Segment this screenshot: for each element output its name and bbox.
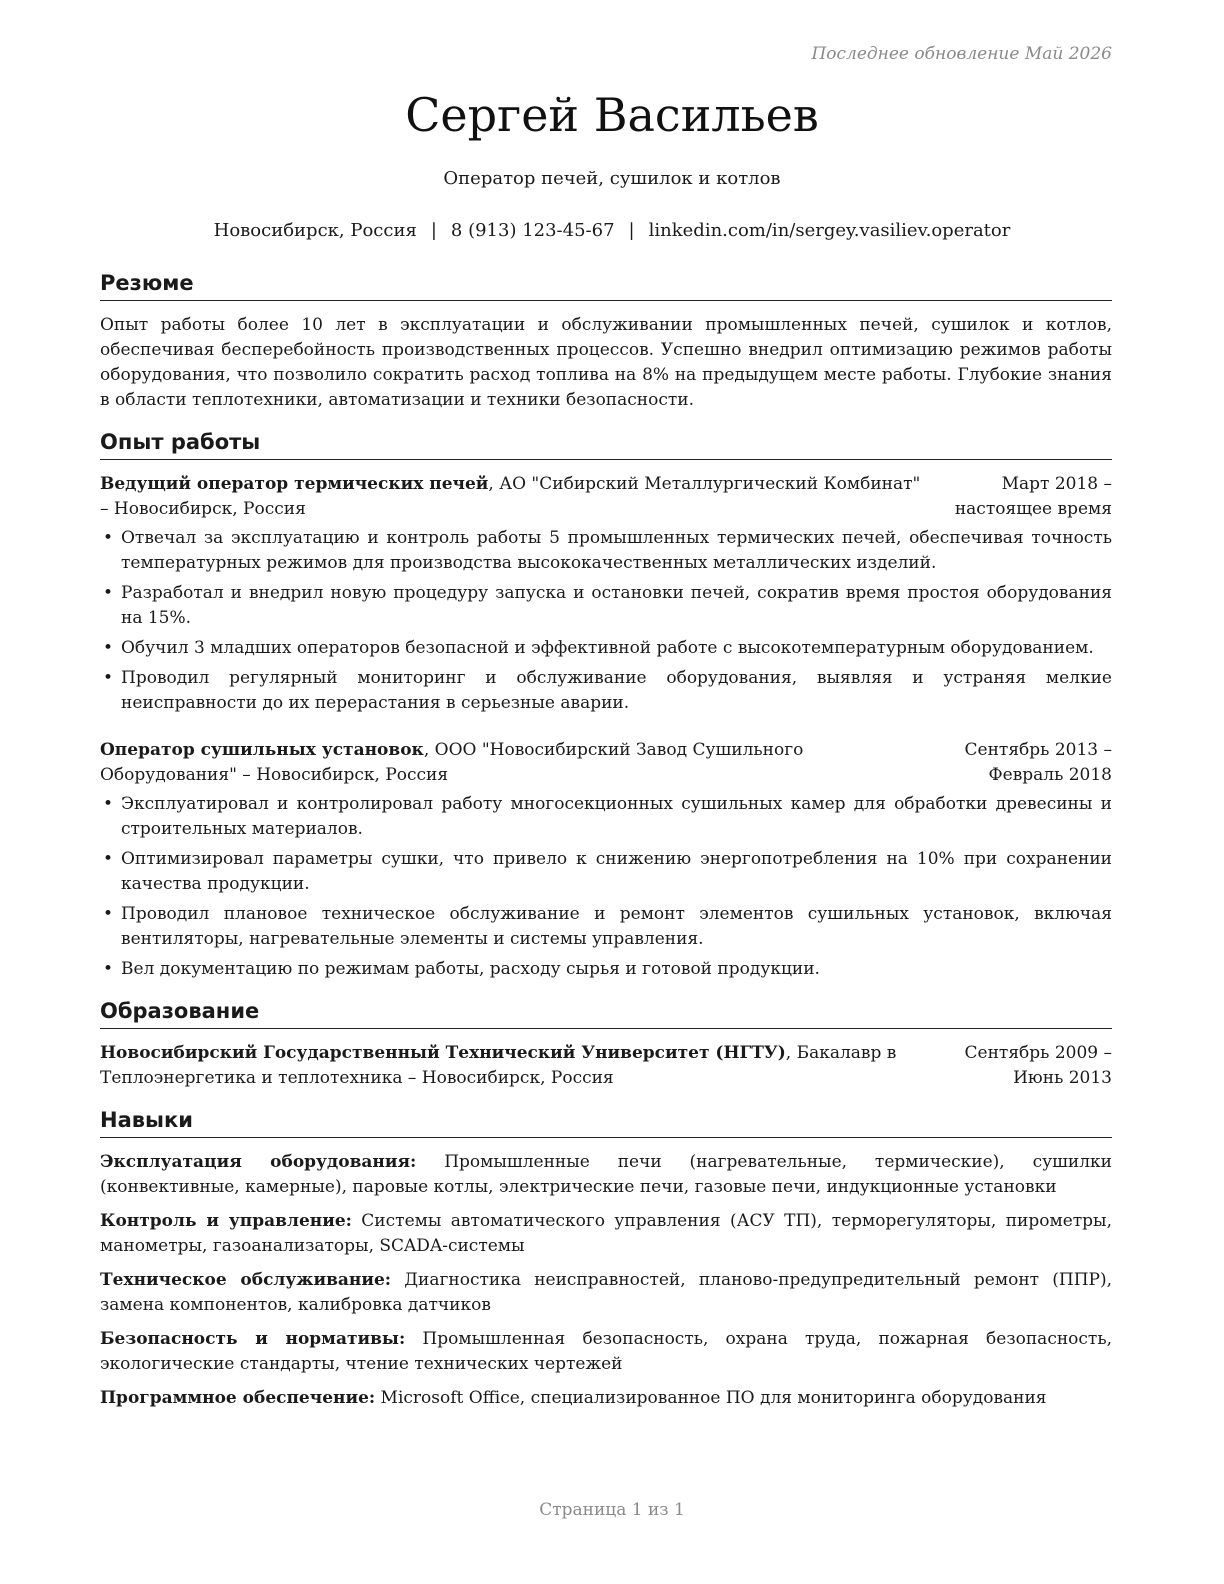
skill-text: Промышленные печи (нагревательные, термические), сушилки (конвективные, камерные), паровые котлы, электрические печи, газовые печи, индукционные установки (100, 1152, 1113, 1197)
education-info (100, 1041, 930, 1091)
job-info (100, 472, 930, 522)
list-item: • Эксплуатировал и контролировал работу многосекционных сушильных камер для обработки древесины и строительных материалов. (100, 792, 1112, 842)
contact-line (0, 220, 1224, 241)
location-text: Новосибирск, Россия (213, 220, 417, 241)
list-item: • Разработал и внедрил новую процедуру запуска и остановки печей, сократив время простоя оборудования на 15%. (100, 581, 1112, 631)
job-entry (100, 738, 1112, 982)
job-dates: Сентябрь 2013 – Февраль 2018 (964, 740, 1112, 785)
list-item: • Проводил плановое техническое обслуживание и ремонт элементов сушильных установок, включая вентиляторы, нагревательные элементы и системы управления. (100, 902, 1112, 952)
job-company: , АО "Сибирский Металлургический Комбинат" – Новосибирск, Россия (100, 474, 921, 519)
skill-row (100, 1209, 1112, 1259)
separator: | (628, 220, 635, 241)
resume-body (100, 270, 1112, 1427)
skill-text: Диагностика неисправностей, планово-предупредительный ремонт (ППР), замена компонентов, калибровка датчиков (100, 1270, 1112, 1315)
list-item: • Вел документацию по режимам работы, расходу сырья и готовой продукции. (100, 957, 1112, 982)
job-bullets (100, 792, 1112, 982)
candidate-name: Сергей Васильев (405, 88, 819, 142)
section-title-summary: Резюме (100, 270, 1112, 301)
list-item: • Обучил 3 младших операторов безопасной и эффективной работе с высокотемпературным оборудованием. (100, 636, 1112, 661)
last-updated-note: Последнее обновление Май 2026 (811, 44, 1112, 64)
job-info (100, 738, 930, 788)
skill-text: Microsoft Office, специализированное ПО для мониторинга оборудования (375, 1388, 1047, 1408)
page-number: Страница 1 из 1 (539, 1500, 685, 1520)
skill-label: Эксплуатация оборудования: (100, 1152, 417, 1172)
skill-row (100, 1150, 1112, 1200)
skill-label: Техническое обслуживание: (100, 1270, 392, 1290)
section-title-education: Образование (100, 998, 1112, 1029)
summary-section (100, 270, 1112, 413)
job-bullets (100, 526, 1112, 716)
job-role: Оператор сушильных установок (100, 740, 424, 760)
education-details: , Бакалавр в Теплоэнергетика и теплотехника – Новосибирск, Россия (100, 1043, 897, 1088)
job-header (100, 472, 1112, 522)
skill-label: Контроль и управление: (100, 1211, 352, 1231)
separator: | (430, 220, 437, 241)
section-title-skills: Навыки (100, 1107, 1112, 1138)
skill-row (100, 1327, 1112, 1377)
skills-section (100, 1107, 1112, 1411)
job-header (100, 738, 1112, 788)
list-item: • Отвечал за эксплуатацию и контроль работы 5 промышленных термических печей, обеспечивая точность температурных режимов для производства высококачественных металлических изделий. (100, 526, 1112, 576)
phone-text: 8 (913) 123-45-67 (450, 220, 615, 241)
list-item: • Оптимизировал параметры сушки, что привело к снижению энергопотребления на 10% при сохранении качества продукции. (100, 847, 1112, 897)
linkedin-link[interactable]: linkedin.com/in/sergey.vasiliev.operator (648, 220, 1011, 241)
skill-text: Промышленная безопасность, охрана труда, пожарная безопасность, экологические стандарты, чтение технических чертежей (100, 1329, 1112, 1374)
education-dates: Сентябрь 2009 – Июнь 2013 (964, 1043, 1112, 1088)
skill-row (100, 1386, 1112, 1411)
experience-section (100, 429, 1112, 982)
summary-text: Опыт работы более 10 лет в эксплуатации и обслуживании промышленных печей, сушилок и котлов, обеспечивая бесперебойность производственных процессов. Успешно внедрил оптимизацию режимов работы оборудования, что позволило сократить расход топлива на 8% на предыдущем месте работы. Глубокие знания в области теплотехники, автоматизации и техники безопасности. (100, 315, 1112, 410)
section-title-experience: Опыт работы (100, 429, 1112, 460)
job-company: , ООО "Новосибирский Завод Сушильного Оборудования" – Новосибирск, Россия (100, 740, 804, 785)
education-section (100, 998, 1112, 1091)
job-dates: Март 2018 – настоящее время (954, 474, 1112, 519)
job-entry (100, 472, 1112, 716)
skill-label: Программное обеспечение: (100, 1388, 376, 1408)
job-role: Ведущий оператор термических печей (100, 474, 489, 494)
education-entry (100, 1041, 1112, 1091)
education-institution: Новосибирский Государственный Технический Университет (НГТУ) (100, 1043, 786, 1063)
skill-label: Безопасность и нормативы: (100, 1329, 406, 1349)
skill-text: Системы автоматического управления (АСУ ТП), терморегуляторы, пирометры, манометры, газоанализаторы, SCADA-системы (100, 1211, 1112, 1256)
skill-row (100, 1268, 1112, 1318)
candidate-title: Оператор печей, сушилок и котлов (443, 168, 781, 189)
list-item: • Проводил регулярный мониторинг и обслуживание оборудования, выявляя и устраняя мелкие неисправности до их перерастания в серьезные аварии. (100, 666, 1112, 716)
